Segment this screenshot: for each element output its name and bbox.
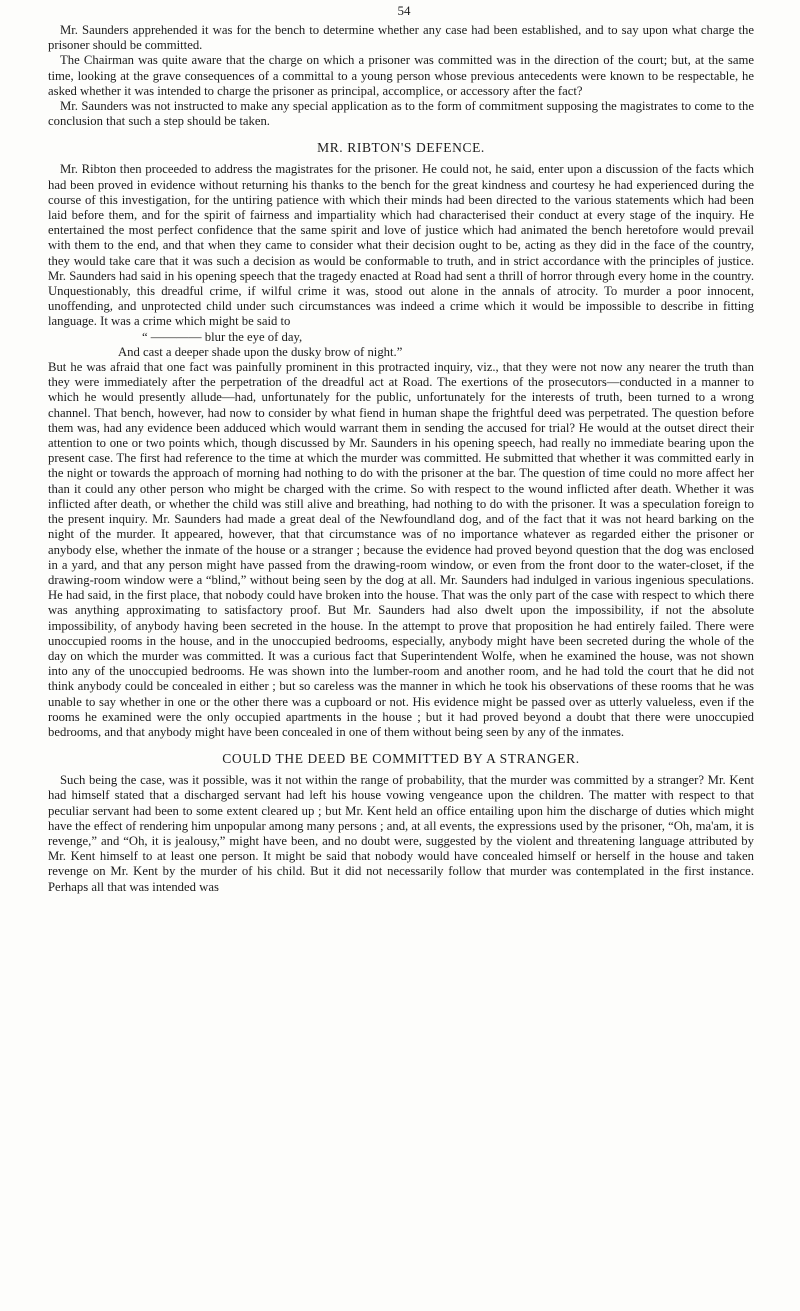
page-number: 54	[397, 3, 411, 18]
section-heading-ribton-defence: MR. RIBTON'S DEFENCE.	[317, 140, 485, 156]
verse-line-1: “ ———— blur the eye of day,	[142, 329, 303, 344]
section-heading-stranger: COULD THE DEED BE COMMITTED BY A STRANGER.	[222, 751, 580, 767]
paragraph-chairman: The Chairman was quite aware that the charge on which a prisoner was committed was in the direction of the court; but, at the same time, looking at the grave consequences of a committal to a young person whose previous antecedents were known to be respectable, he asked whether it was intended to charge the prisoner as principal, accomplice, or accessory after the fact?	[48, 53, 754, 98]
paragraph-saunders-instructed: Mr. Saunders was not instructed to make any special application as to the form of commitment supposing the magistrates to come to the conclusion that such a step should be taken.	[48, 99, 754, 129]
verse-line-2: And cast a deeper shade upon the dusky brow of night.”	[118, 344, 403, 359]
paragraph-stranger: Such being the case, was it possible, was it not within the range of probability, that the murder was committed by a stranger? Mr. Kent had himself stated that a discharged servant had left his house vowing vengeance upon the children. The matter with respect to that peculiar servant had been to some extent cleared up ; but Mr. Kent held an office entailing upon him the discharge of duties which might have the effect of rendering him unpopular among many persons ; and, at all events, the expressions used by the prisoner, “Oh, ma'am, it is revenge,” and “Oh, it is jealousy,” might have been, and no doubt were, suggested by the violent and threatening language attributed by Mr. Kent himself to at least one person. It might be said that nobody would have concealed himself or herself in the house and taken revenge on Mr. Kent by the murder of his child. But it did not necessarily follow that murder was contemplated in the first instance. Perhaps all that was intended was	[48, 773, 754, 894]
paragraph-protracted-inquiry: But he was afraid that one fact was painfully prominent in this protracted inquiry, viz., that they were not now any nearer the truth than they were immediately after the perpetration of the dreadful act at Road. The exertions of the prosecutors—conducted in a manner to which he would presently allude—had, unfortunately for the public, unfortunately for the interests of truth, been turned to a wrong channel. That bench, however, had now to consider by what fiend in human shape the frightful deed was perpetrated. The question before them was, had any evidence been adduced which would warrant them in sending the accused for trial? He would at the outset direct their attention to one or two points which, though discussed by Mr. Saunders in his opening speech, had really no immediate bearing upon the present case. The first had reference to the time at which the murder was committed. He submitted that whether it was committed early in the night or towards the approach of morning had nothing to do with the prisoner at the bar. The question of time could no more affect her than it could any other person who might be charged with the crime. So with respect to the wound inflicted after death. Whether it was inflicted after death, or whether the child was still alive and breathing, had nothing to do with the prisoner. It was a speculation foreign to the present inquiry. Mr. Saunders had made a great deal of the Newfoundland dog, and of the fact that it was not heard barking on the night of the murder. It appeared, however, that that circumstance was of no importance whatever as regarded either the prisoner or anybody else, whether the inmate of the house or a stranger ; because the evidence had proved beyond question that the dog was enclosed in a yard, and that any person might have passed from the drawing-room window, or even from the front door to the water-closet, if the drawing-room window were a “blind,” without being seen by the dog at all. Mr. Saunders had indulged in various ingenious speculations. He had said, in the first place, that nobody could have broken into the house. That was the only part of the case with respect to which there was anything approximating to satisfactory proof. But Mr. Saunders had also dwelt upon the impossibility, if not the absolute impossibility, of anybody having been secreted in the house. In the attempt to prove that proposition he had entirely failed. There were unoccupied rooms in the house, and in the unoccupied bedrooms, especially, anybody might have been secreted during the whole of the day on which the murder was committed. It was a curious fact that Superintendent Wolfe, when he examined the house, was not shown into any of the unoccupied bedrooms. He was shown into the lumber-room and another room, and he had told the court that he did not think anybody could be concealed in either ; but so careless was the manner in which he took his observations of these rooms that he was unable to say whether in one or the other there was a cupboard or not. His evidence might be passed over as utterly valueless, even if the rooms he examined were the only occupied apartments in the house ; but it had proved beyond a doubt that there were unoccupied bedrooms, and that anybody might have been concealed in one of them without being seen by any of the inmates.	[48, 360, 754, 739]
verse-quotation	[48, 330, 754, 360]
paragraph-ribton-address: Mr. Ribton then proceeded to address the magistrates for the prisoner. He could not, he said, enter upon a discussion of the facts which had been proved in evidence without returning his thanks to the bench for the great kindness and courtesy he had experienced during the course of this investigation, for the untiring patience with which their minds had been directed to the various statements which had been laid before them, and for the spirit of fairness and impartiality which had characterised their conduct at every stage of the inquiry. He entertained the most perfect confidence that the same spirit and love of justice which had animated the bench heretofore would prevail with them to the end, and that when they came to consider what their decision ought to be, acting as they did in the face of the country, they would take care that it was such a decision as would be conformable to truth, and in strict accordance with the principles of justice. Mr. Saunders had said in his opening speech that the tragedy enacted at Road had sent a thrill of horror through every home in the country. Unquestionably, this dreadful crime, if wilful crime it was, stood out alone in the annals of atrocity. To murder a poor innocent, unoffending, and unprotected child under such circumstances was indeed a crime which it would be impossible to describe in fitting language. It was a crime which might be said to	[48, 162, 754, 329]
paragraph-saunders-apprehended: Mr. Saunders apprehended it was for the bench to determine whether any case had been established, and to say upon what charge the prisoner should be committed.	[48, 23, 754, 53]
